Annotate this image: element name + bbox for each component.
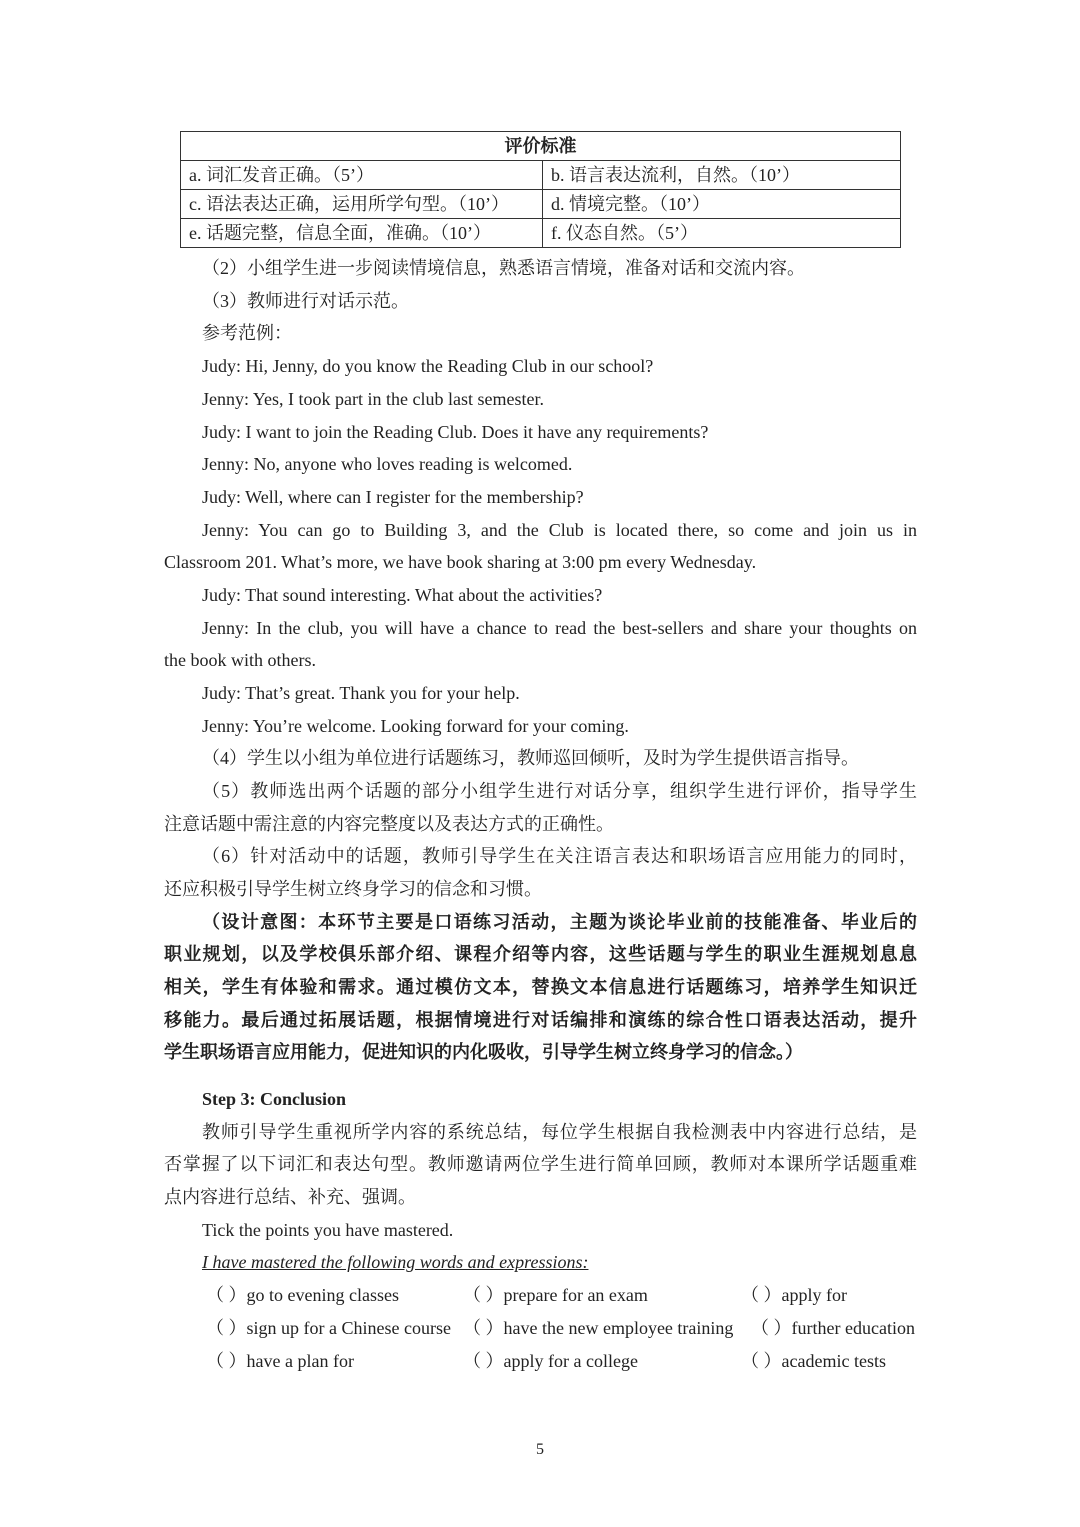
table-cell: e. 话题完整，信息全面，准确。（10’）: [181, 219, 543, 248]
mastered-heading: I have mastered the following words and expressions:: [202, 1252, 589, 1272]
conclusion-paragraph: 否掌握了以下词汇和表达句型。教师邀请两位学生进行简单回顾，教师对本课所学话题重难: [164, 1154, 917, 1174]
checklist-item[interactable]: （ ）apply for: [741, 1285, 847, 1305]
reference-label: 参考范例：: [202, 323, 292, 343]
checklist-item[interactable]: （ ）go to evening classes: [206, 1285, 399, 1305]
conclusion-paragraph: 点内容进行总结、补充、强调。: [164, 1187, 416, 1207]
checklist-item[interactable]: （ ）further education: [751, 1318, 915, 1338]
dialogue-line: Jenny: Yes, I took part in the club last semester.: [202, 389, 544, 409]
step-5-text-cont: 注意话题中需注意的内容完整度以及表达方式的正确性。: [164, 814, 614, 834]
checklist-item[interactable]: （ ）sign up for a Chinese course: [206, 1318, 451, 1338]
step-3-text: （3）教师进行对话示范。: [202, 291, 409, 311]
dialogue-line: Judy: Hi, Jenny, do you know the Reading Club in our school?: [202, 356, 654, 376]
page-number: 5: [536, 1441, 544, 1458]
table-cell: d. 情境完整。（10’）: [543, 190, 901, 219]
step-6-text: （6）针对活动中的话题，教师引导学生在关注语言表达和职场语言应用能力的同时，: [202, 846, 917, 866]
dialogue-line: Jenny: No, anyone who loves reading is welcomed.: [202, 454, 573, 474]
table-cell: a. 词汇发音正确。（5’）: [181, 161, 543, 190]
checklist-item[interactable]: （ ）academic tests: [741, 1351, 886, 1371]
tick-instruction: Tick the points you have mastered.: [202, 1220, 454, 1240]
dialogue-line: Jenny: In the club, you will have a chance to read the best-sellers and share your thoughts on: [202, 618, 917, 638]
design-intent-text: 职业规划，以及学校俱乐部介绍、课程介绍等内容，这些话题与学生的职业生涯规划息息: [164, 944, 917, 964]
dialogue-line: Judy: That’s great. Thank you for your help.: [202, 683, 520, 703]
conclusion-heading: Step 3: Conclusion: [202, 1089, 347, 1109]
checklist-item[interactable]: （ ）prepare for an exam: [463, 1285, 648, 1305]
design-intent-text: （设计意图：本环节主要是口语练习活动，主题为谈论毕业前的技能准备、毕业后的: [202, 912, 917, 932]
conclusion-paragraph: 教师引导学生重视所学内容的系统总结，每位学生根据自我检测表中内容进行总结，是: [202, 1122, 917, 1142]
checklist-item[interactable]: （ ）apply for a college: [463, 1351, 638, 1371]
dialogue-line: Jenny: You can go to Building 3, and the Club is located there, so come and join us in: [202, 520, 917, 540]
dialogue-line: Judy: That sound interesting. What about the activities?: [202, 585, 603, 605]
design-intent-text: 移能力。最后通过拓展话题，根据情境进行对话编排和演练的综合性口语表达活动，提升: [164, 1010, 917, 1030]
dialogue-line: Jenny: You’re welcome. Looking forward for your coming.: [202, 716, 629, 736]
design-intent-text: 相关，学生有体验和需求。通过模仿文本，替换文本信息进行话题练习，培养学生知识迁: [164, 977, 917, 997]
evaluation-criteria-table: [180, 131, 901, 248]
table-cell: c. 语法表达正确，运用所学句型。（10’）: [181, 190, 543, 219]
step-4-text: （4）学生以小组为单位进行话题练习，教师巡回倾听，及时为学生提供语言指导。: [202, 748, 859, 768]
dialogue-line: Classroom 201. What’s more, we have book sharing at 3:00 pm every Wednesday.: [164, 552, 757, 572]
table-header-row: [181, 132, 901, 161]
step-2-text: （2）小组学生进一步阅读情境信息，熟悉语言情境，准备对话和交流内容。: [202, 258, 805, 278]
table-row: [181, 190, 901, 219]
table-cell: f. 仪态自然。（5’）: [543, 219, 901, 248]
table-header: 评价标准: [181, 132, 901, 161]
step-5-text: （5）教师选出两个话题的部分小组学生进行对话分享，组织学生进行评价，指导学生: [202, 781, 917, 801]
table-row: [181, 161, 901, 190]
table-cell: b. 语言表达流利，自然。（10’）: [543, 161, 901, 190]
checklist-item[interactable]: （ ）have a plan for: [206, 1351, 354, 1371]
design-intent-text: 学生职场语言应用能力，促进知识的内化吸收，引导学生树立终身学习的信念。）: [164, 1042, 803, 1062]
dialogue-line: the book with others.: [164, 650, 316, 670]
table-row: [181, 219, 901, 248]
step-6-text-cont: 还应积极引导学生树立终身学习的信念和习惯。: [164, 879, 542, 899]
dialogue-line: Judy: Well, where can I register for the membership?: [202, 487, 584, 507]
checklist-item[interactable]: （ ）have the new employee training: [463, 1318, 734, 1338]
dialogue-line: Judy: I want to join the Reading Club. Does it have any requirements?: [202, 422, 709, 442]
